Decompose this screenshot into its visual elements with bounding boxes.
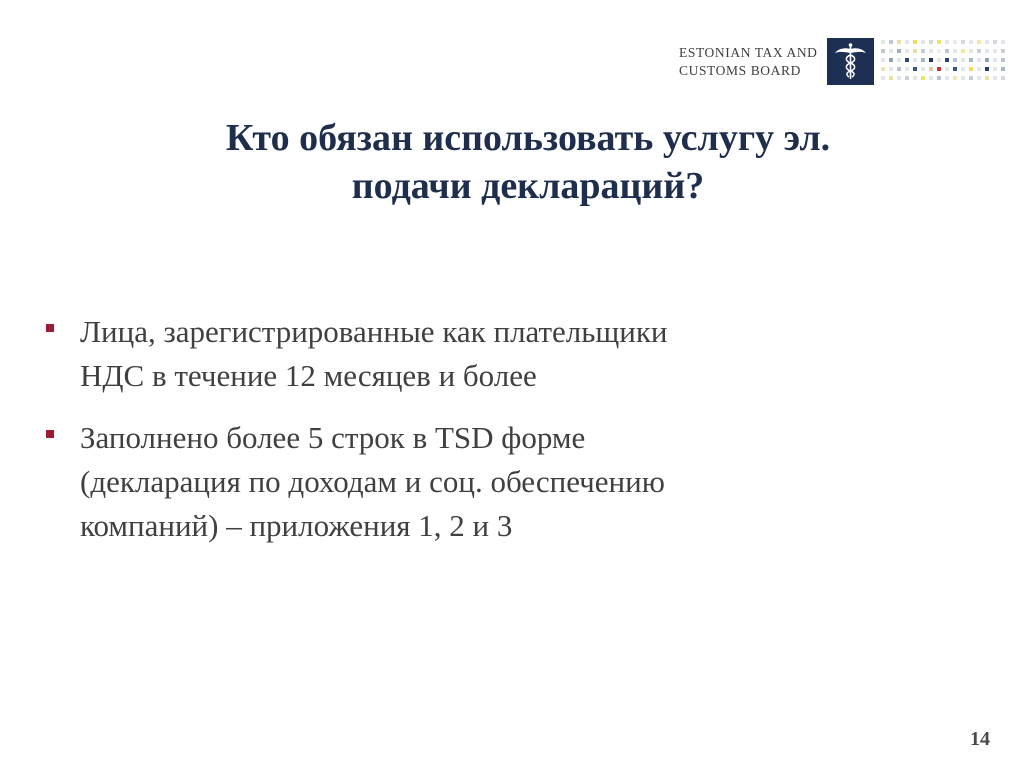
bullet-2-line-1: Заполнено более 5 строк в TSD форме xyxy=(80,420,586,455)
bullet-text-2 xyxy=(80,416,984,548)
decorative-dot-pattern xyxy=(881,40,1011,88)
logo-line-1: ESTONIAN TAX AND xyxy=(679,45,818,60)
slide-title xyxy=(100,114,956,210)
slide-title-line-2: подачи деклараций? xyxy=(351,165,705,207)
bullet-1-line-1: Лица, зарегистрированные как плательщики xyxy=(80,314,668,349)
caduceus-icon xyxy=(827,38,874,85)
bullet-2-line-3: компаний) – приложения 1, 2 и 3 xyxy=(80,508,513,543)
square-bullet-icon xyxy=(46,324,54,332)
bullet-text-1 xyxy=(80,310,984,398)
logo-line-2: CUSTOMS BOARD xyxy=(679,63,801,78)
organization-logo-text xyxy=(679,44,818,80)
page-number: 14 xyxy=(970,728,990,750)
bullet-item-1 xyxy=(44,310,984,398)
bullet-list xyxy=(44,310,984,566)
square-bullet-icon xyxy=(46,430,54,438)
bullet-1-line-2: НДС в течение 12 месяцев и более xyxy=(80,358,537,393)
slide-title-line-1: Кто обязан использовать услугу эл. xyxy=(225,117,831,159)
bullet-2-line-2: (декларация по доходам и соц. обеспечению xyxy=(80,464,665,499)
bullet-item-2 xyxy=(44,416,984,548)
